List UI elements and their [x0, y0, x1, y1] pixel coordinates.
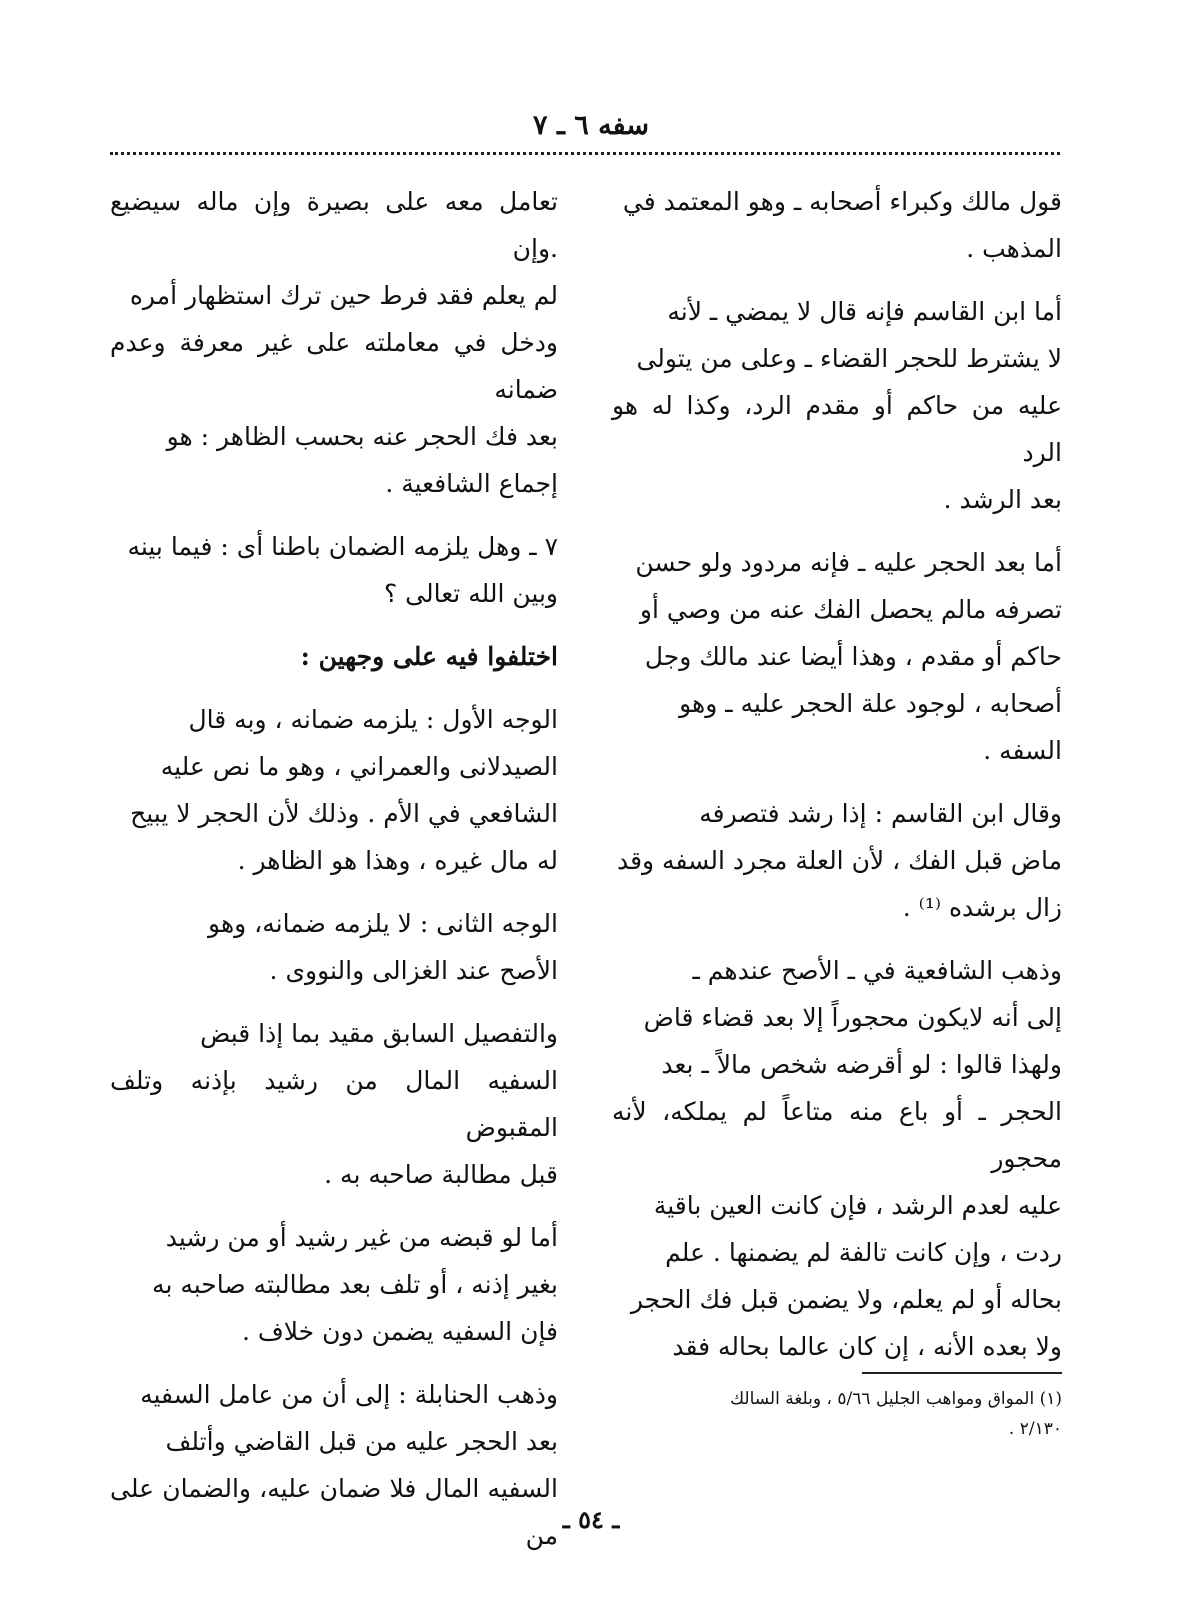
footnote: (١) المواق ومواهب الجليل ٥/٦٦ ، وبلغة السالك ٢/١٣٠ .: [730, 1389, 1062, 1439]
paragraph: ٧ ـ وهل يلزمه الضمان باطنا أى : فيما بينه وبين الله تعالى ؟: [127, 532, 558, 608]
paragraph: وقال ابن القاسم : إذا رشد فتصرفه ماض قبل الفك ، لأن العلة مجرد السفه وقد زال برشده ⁽¹⁾ .: [616, 799, 1062, 922]
paragraph: الوجه الثانى : لا يلزمه ضمانه، وهو الأصح عند الغزالى والنووى .: [208, 909, 558, 985]
right-column: [612, 178, 1062, 1386]
left-column: [110, 178, 558, 1575]
paragraph: أما لو قبضه من غير رشيد أو من رشيد بغير إذنه ، أو تلف بعد مطالبته صاحبه به فإن السفيه يضمن دون خلاف .: [152, 1223, 558, 1346]
paragraph: وذهب الشافعية في ـ الأصح عندهم ـ إلى أنه لايكون محجوراً إلا بعد قضاء قاض ولهذا قالوا : لو أقرضه شخص مالاً ـ بعد الحجر ـ أو باع منه متاعاً لم يملكه، لأنه محجور عليه لعدم الرشد ، فإن كانت العين باقية ردت ، وإن كانت تالفة لم يضمنها . علم بحاله أو لم يعلم، ولا يضمن قبل فك الحجر ولا بعده الأنه ، إن كان عالما بحاله فقد: [612, 956, 1062, 1361]
paragraph: والتفصيل السابق مقيد بما إذا قبض السفيه المال من رشيد بإذنه وتلف المقبوض قبل مطالبة صاحبه به .: [110, 1019, 558, 1189]
page-header-title: سفه ٦ ـ ٧: [533, 110, 649, 141]
paragraph: الوجه الأول : يلزمه ضمانه ، وبه قال الصيدلانى والعمراني ، وهو ما نص عليه الشافعي في الأم . وذلك لأن الحجر لا يبيح له مال غيره ، وهذا هو الظاهر .: [130, 705, 558, 875]
page-number: ـ ٥٤ ـ: [562, 1505, 620, 1534]
paragraph: أما ابن القاسم فإنه قال لا يمضي ـ لأنه لا يشترط للحجر القضاء ـ وعلى من يتولى عليه من حاكم أو مقدم الرد، وكذا له هو الرد بعد الرشد .: [612, 297, 1062, 514]
paragraph: قول مالك وكبراء أصحابه ـ وهو المعتمد في المذهب .: [622, 187, 1062, 263]
header-dotted-rule: [110, 152, 1060, 155]
paragraph: وذهب الحنابلة : إلى أن من عامل السفيه بعد الحجر عليه من قبل القاضي وأتلف السفيه المال فلا ضمان عليه، والضمان على من: [110, 1380, 558, 1550]
paragraph: تعامل معه على بصيرة وإن ماله سيضيع .وإن لم يعلم فقد فرط حين ترك استظهار أمره ودخل في معاملته على غير معرفة وعدم ضمانه بعد فك الحجر عنه بحسب الظاهر : هو إجماع الشافعية .: [110, 187, 558, 498]
footnote-rule: [862, 1372, 1062, 1374]
paragraph: أما بعد الحجر عليه ـ فإنه مردود ولو حسن تصرفه مالم يحصل الفك عنه من وصي أو حاكم أو مقدم ، وهذا أيضا عند مالك وجل أصحابه ، لوجود علة الحجر عليه ـ وهو السفه .: [635, 548, 1062, 765]
section-heading: اختلفوا فيه على وجهين :: [300, 642, 558, 671]
